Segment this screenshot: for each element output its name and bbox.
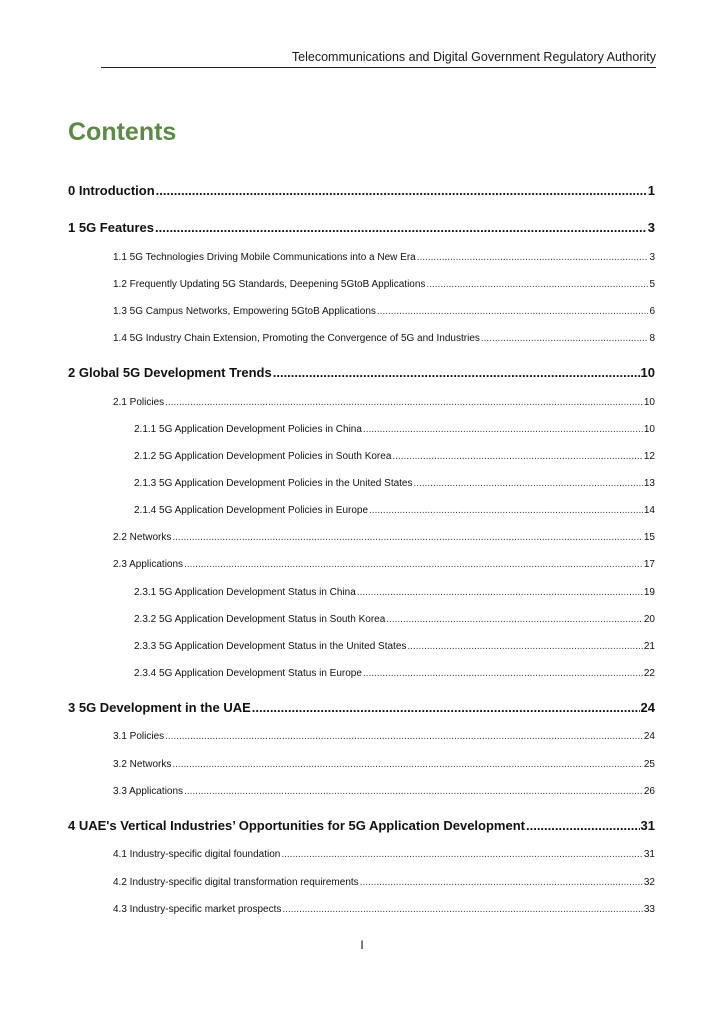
toc-entry-page: 32: [643, 877, 655, 888]
toc-entry[interactable]: [113, 306, 655, 317]
toc-entry-label: 4.2 Industry-specific digital transformation requirements: [113, 877, 359, 888]
toc-entry[interactable]: [113, 279, 655, 290]
toc-leader-dots: [369, 505, 643, 516]
toc-entry-label: 2.1.3 5G Application Development Policies in the United States: [134, 478, 413, 489]
toc-leader-dots: [165, 397, 643, 408]
toc-entry-label: 4.1 Industry-specific digital foundation: [113, 849, 281, 860]
toc-entry[interactable]: [134, 451, 655, 462]
toc-leader-dots: [481, 333, 649, 344]
toc-entry[interactable]: [113, 559, 655, 570]
toc-entry-label: 3 5G Development in the UAE: [68, 700, 251, 715]
toc-entry-label: 1.4 5G Industry Chain Extension, Promoting the Convergence of 5G and Industries: [113, 333, 480, 344]
toc-entry-page: 10: [643, 424, 655, 435]
toc-entry[interactable]: [68, 220, 655, 235]
toc-leader-dots: [172, 532, 643, 543]
toc-entry-label: 1.3 5G Campus Networks, Empowering 5GtoB Applications: [113, 306, 376, 317]
toc-entry-label: 2.1.1 5G Application Development Policies in China: [134, 424, 362, 435]
toc-entry-page: 22: [643, 668, 655, 679]
toc-entry-label: 0 Introduction: [68, 183, 155, 198]
toc-leader-dots: [526, 818, 640, 833]
toc-entry-page: 33: [643, 904, 655, 915]
toc-entry-page: 24: [640, 700, 655, 715]
page-header: Telecommunications and Digital Government Regulatory Authority: [101, 50, 656, 68]
toc-entry-page: 31: [643, 849, 655, 860]
toc-entry-page: 24: [643, 731, 655, 742]
toc-leader-dots: [282, 904, 642, 915]
toc-entry-page: 15: [643, 532, 655, 543]
toc-entry[interactable]: [68, 365, 655, 380]
toc-leader-dots: [377, 306, 649, 317]
toc-entry-label: 4.3 Industry-specific market prospects: [113, 904, 282, 915]
toc-entry-label: 2.1 Policies: [113, 397, 165, 408]
toc-entry-page: 21: [643, 641, 655, 652]
toc-entry[interactable]: [134, 641, 655, 652]
toc-leader-dots: [392, 451, 642, 462]
toc-entry[interactable]: [134, 614, 655, 625]
toc-entry[interactable]: [113, 333, 655, 344]
toc-entry-page: 25: [643, 759, 655, 770]
toc-entry-page: 20: [643, 614, 655, 625]
toc-entry[interactable]: [113, 731, 655, 742]
toc-leader-dots: [407, 641, 642, 652]
toc-entry-label: 2.3.3 5G Application Development Status in the United States: [134, 641, 407, 652]
toc-entry-page: 26: [643, 786, 655, 797]
toc-leader-dots: [357, 587, 643, 598]
toc-entry-page: 17: [643, 559, 655, 570]
toc-entry[interactable]: [113, 849, 655, 860]
toc-entry-label: 2.3.2 5G Application Development Status in South Korea: [134, 614, 386, 625]
toc-entry[interactable]: [113, 786, 655, 797]
toc-entry-page: 14: [643, 505, 655, 516]
toc-entry-label: 3.3 Applications: [113, 786, 184, 797]
toc-entry[interactable]: [134, 478, 655, 489]
toc-entry[interactable]: [113, 252, 655, 263]
toc-entry-label: 2.1.4 5G Application Development Policies in Europe: [134, 505, 369, 516]
toc-entry-label: 3.1 Policies: [113, 731, 165, 742]
toc-entry[interactable]: [134, 505, 655, 516]
toc-leader-dots: [426, 279, 648, 290]
toc-leader-dots: [281, 849, 643, 860]
toc-leader-dots: [417, 252, 649, 263]
toc-leader-dots: [360, 877, 643, 888]
toc-entry[interactable]: [113, 397, 655, 408]
page-number: I: [360, 938, 364, 952]
toc-entry-page: 6: [649, 306, 655, 317]
toc-entry[interactable]: [113, 532, 655, 543]
toc-entry-page: 13: [643, 478, 655, 489]
toc-entry-page: 12: [643, 451, 655, 462]
toc-leader-dots: [184, 559, 643, 570]
toc-entry-label: 1.2 Frequently Updating 5G Standards, Deepening 5GtoB Applications: [113, 279, 426, 290]
toc-entry-label: 2.3.1 5G Application Development Status in China: [134, 587, 356, 598]
toc-entry[interactable]: [68, 818, 655, 833]
toc-entry-label: 2.1.2 5G Application Development Policies in South Korea: [134, 451, 392, 462]
toc-leader-dots: [414, 478, 643, 489]
toc-entry[interactable]: [134, 587, 655, 598]
toc-leader-dots: [252, 700, 640, 715]
toc-entry[interactable]: [113, 904, 655, 915]
toc-entry-page: 31: [640, 818, 655, 833]
toc-leader-dots: [273, 365, 640, 380]
toc-leader-dots: [363, 424, 643, 435]
toc-entry[interactable]: [134, 424, 655, 435]
toc-entry-label: 2 Global 5G Development Trends: [68, 365, 272, 380]
toc-entry-page: 19: [643, 587, 655, 598]
toc-leader-dots: [363, 668, 643, 679]
toc-entry-page: 3: [647, 220, 655, 235]
toc-entry[interactable]: [68, 183, 655, 198]
toc-entry-page: 5: [649, 279, 655, 290]
toc-leader-dots: [155, 220, 647, 235]
toc-entry-label: 3.2 Networks: [113, 759, 172, 770]
toc-entry-label: 1 5G Features: [68, 220, 154, 235]
toc-entry[interactable]: [68, 700, 655, 715]
toc-leader-dots: [172, 759, 643, 770]
toc-entry-label: 4 UAE's Vertical Industries’ Opportunities for 5G Application Development: [68, 818, 525, 833]
contents-title: Contents: [68, 118, 177, 146]
toc-entry[interactable]: [113, 877, 655, 888]
toc-entry-label: 1.1 5G Technologies Driving Mobile Communications into a New Era: [113, 252, 416, 263]
toc-entry-page: 3: [649, 252, 655, 263]
toc-entry-page: 10: [643, 397, 655, 408]
toc-entry-label: 2.2 Networks: [113, 532, 172, 543]
toc-entry-page: 10: [640, 365, 655, 380]
toc-leader-dots: [156, 183, 647, 198]
toc-entry-page: 1: [647, 183, 655, 198]
toc-leader-dots: [184, 786, 643, 797]
toc-entry-label: 2.3 Applications: [113, 559, 184, 570]
toc-leader-dots: [165, 731, 643, 742]
toc-leader-dots: [386, 614, 643, 625]
toc-entry-label: 2.3.4 5G Application Development Status in Europe: [134, 668, 362, 679]
toc-entry[interactable]: [113, 759, 655, 770]
toc-entry-page: 8: [649, 333, 655, 344]
toc-entry[interactable]: [134, 668, 655, 679]
